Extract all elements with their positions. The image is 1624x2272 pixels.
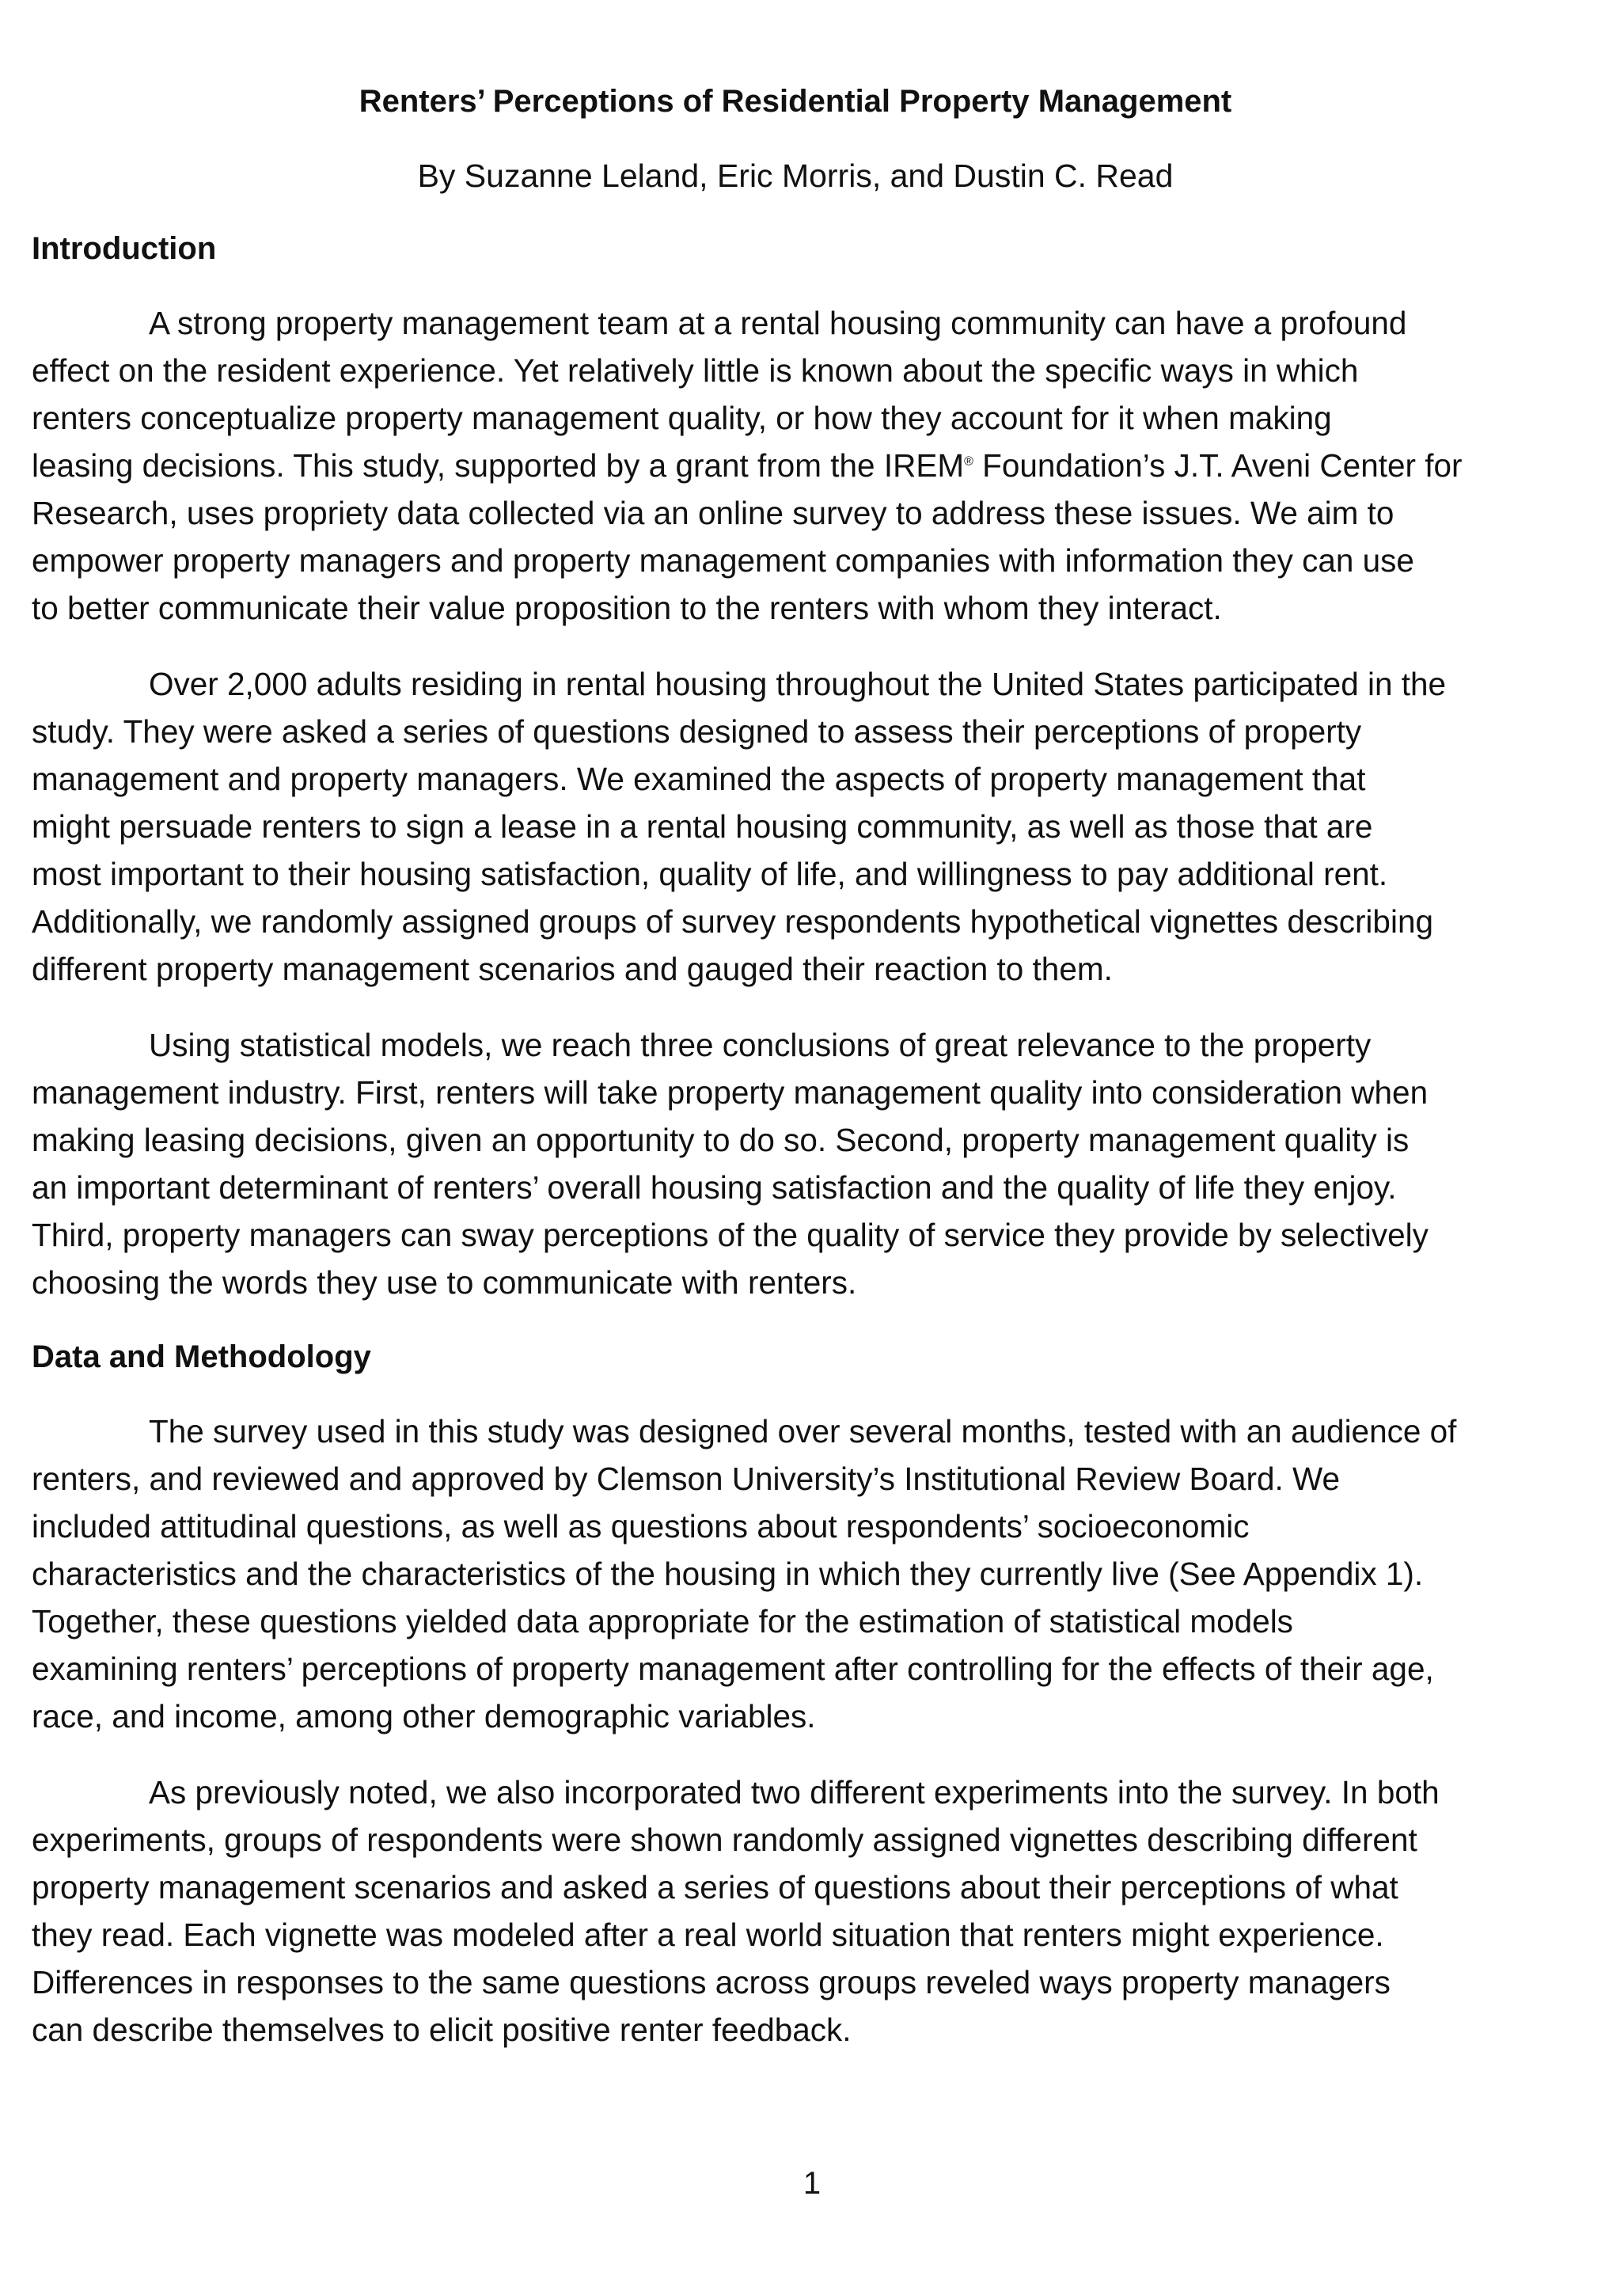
body-paragraph bbox=[32, 1408, 1559, 1740]
body-paragraph bbox=[32, 1021, 1559, 1306]
paragraph-line bbox=[32, 945, 1559, 993]
line-text: choosing the words they use to communicate with renters. bbox=[32, 1264, 857, 1301]
paragraph-line bbox=[32, 537, 1559, 584]
line-text: effect on the resident experience. Yet relatively little is known about the specific ways in which bbox=[32, 352, 1359, 389]
line-text: leasing decisions. This study, supported by a grant from the IREM bbox=[32, 447, 965, 484]
paragraph-line bbox=[32, 1116, 1559, 1164]
paragraph-line bbox=[32, 1069, 1559, 1116]
line-text: As previously noted, we also incorporated two different experiments into the survey. In both bbox=[149, 1774, 1440, 1810]
paragraph-line bbox=[32, 394, 1559, 442]
author-line: By Suzanne Leland, Eric Morris, and Dustin C. Read bbox=[417, 158, 1174, 194]
line-text: study. They were asked a series of questions designed to assess their perceptions of property bbox=[32, 713, 1362, 750]
registered-mark: ® bbox=[964, 454, 973, 469]
paragraph-line bbox=[32, 1864, 1559, 1911]
line-text: Additionally, we randomly assigned groups of survey respondents hypothetical vignettes describing bbox=[32, 903, 1434, 940]
body-content bbox=[32, 226, 1559, 2054]
paragraph-line bbox=[32, 1408, 1559, 1455]
line-text: Third, property managers can sway perceptions of the quality of service they provide by selectively bbox=[32, 1217, 1429, 1253]
line-text: an important determinant of renters’ overall housing satisfaction and the quality of life they enjoy. bbox=[32, 1169, 1397, 1206]
paragraph-line bbox=[32, 850, 1559, 898]
paragraph-line bbox=[32, 347, 1559, 394]
body-paragraph bbox=[32, 660, 1559, 993]
paragraph-line bbox=[32, 1959, 1559, 2006]
line-text: most important to their housing satisfaction, quality of life, and willingness to pay additional rent. bbox=[32, 856, 1388, 892]
paragraph-line bbox=[32, 1259, 1559, 1306]
section-heading: Introduction bbox=[32, 231, 217, 266]
line-text: A strong property management team at a rental housing community can have a profound bbox=[149, 305, 1407, 341]
paragraph-line bbox=[32, 898, 1559, 945]
paragraph-line bbox=[32, 1550, 1559, 1598]
section-heading: Data and Methodology bbox=[32, 1339, 371, 1374]
line-text: The survey used in this study was designed over several months, tested with an audience of bbox=[149, 1413, 1457, 1449]
document-page bbox=[32, 79, 1559, 2054]
line-text: making leasing decisions, given an opportunity to do so. Second, property management quality is bbox=[32, 1122, 1410, 1158]
line-text: property management scenarios and asked a series of questions about their perceptions of what bbox=[32, 1869, 1398, 1905]
page-number: 1 bbox=[803, 2166, 821, 2201]
line-text: characteristics and the characteristics of the housing in which they currently live (See Appendix 1). bbox=[32, 1556, 1424, 1592]
line-text: Over 2,000 adults residing in rental housing throughout the United States participated in the bbox=[149, 666, 1447, 702]
paragraph-line bbox=[32, 660, 1559, 708]
paragraph-line bbox=[32, 1816, 1559, 1864]
line-text: Research, uses propriety data collected via an online survey to address these issues. We aim to bbox=[32, 495, 1394, 531]
line-text: management industry. First, renters will take property management quality into consideration when bbox=[32, 1074, 1429, 1111]
line-text: renters, and reviewed and approved by Clemson University’s Institutional Review Board. We bbox=[32, 1461, 1341, 1497]
paragraph-line bbox=[32, 442, 1559, 489]
paragraph-line bbox=[32, 1693, 1559, 1740]
paragraph-line bbox=[32, 1503, 1559, 1550]
paragraph-line bbox=[32, 1021, 1559, 1069]
paragraph-line bbox=[32, 299, 1559, 347]
line-text: different property management scenarios and gauged their reaction to them. bbox=[32, 951, 1113, 987]
line-text: Together, these questions yielded data appropriate for the estimation of statistical models bbox=[32, 1603, 1293, 1639]
paragraph-line bbox=[32, 1455, 1559, 1503]
paragraph-line bbox=[32, 2006, 1559, 2054]
line-text: renters conceptualize property management quality, or how they account for it when making bbox=[32, 400, 1332, 436]
paragraph-line bbox=[32, 1164, 1559, 1211]
paragraph-line bbox=[32, 584, 1559, 632]
line-text: experiments, groups of respondents were shown randomly assigned vignettes describing different bbox=[32, 1822, 1417, 1858]
line-text-tail: Foundation’s J.T. Aveni Center for bbox=[973, 447, 1463, 484]
line-text: empower property managers and property management companies with information they can use bbox=[32, 542, 1414, 579]
line-text: to better communicate their value proposition to the renters with whom they interact. bbox=[32, 590, 1222, 626]
line-text: race, and income, among other demographic variables. bbox=[32, 1698, 816, 1734]
paragraph-line bbox=[32, 708, 1559, 755]
paragraph-line bbox=[32, 803, 1559, 850]
line-text: Using statistical models, we reach three conclusions of great relevance to the property bbox=[149, 1027, 1372, 1063]
line-text: can describe themselves to elicit positive renter feedback. bbox=[32, 2012, 852, 2048]
paragraph-line bbox=[32, 1598, 1559, 1645]
paragraph-line bbox=[32, 1645, 1559, 1693]
body-paragraph bbox=[32, 1769, 1559, 2054]
line-text: they read. Each vignette was modeled after a real world situation that renters might experience. bbox=[32, 1917, 1384, 1953]
paragraph-line bbox=[32, 755, 1559, 803]
paragraph-line bbox=[32, 1911, 1559, 1959]
line-text: management and property managers. We examined the aspects of property management that bbox=[32, 761, 1366, 797]
body-paragraph bbox=[32, 299, 1559, 632]
line-text: included attitudinal questions, as well as questions about respondents’ socioeconomic bbox=[32, 1508, 1250, 1544]
line-text: Differences in responses to the same questions across groups reveled ways property managers bbox=[32, 1964, 1391, 2000]
line-text: might persuade renters to sign a lease in a rental housing community, as well as those that are bbox=[32, 808, 1373, 845]
paper-title: Renters’ Perceptions of Residential Property Management bbox=[359, 84, 1232, 119]
paragraph-line bbox=[32, 1211, 1559, 1259]
paragraph-line bbox=[32, 1769, 1559, 1816]
paragraph-line bbox=[32, 489, 1559, 537]
line-text: examining renters’ perceptions of property management after controlling for the effects of their age, bbox=[32, 1651, 1434, 1687]
